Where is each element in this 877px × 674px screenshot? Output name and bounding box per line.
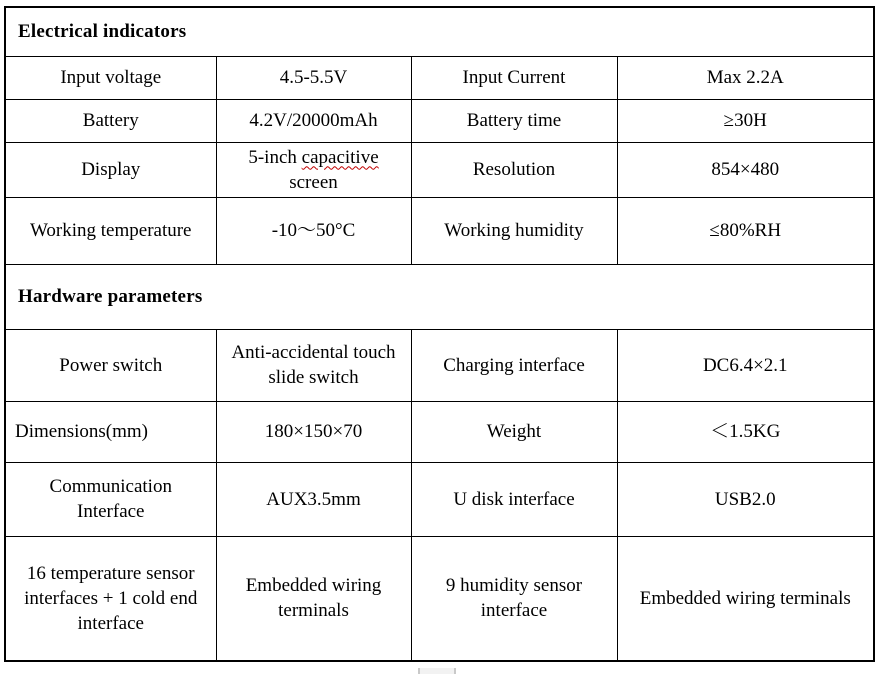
table-row	[5, 99, 874, 142]
spec-label: Dimensions(mm)	[5, 401, 216, 462]
spec-label: Communication Interface	[5, 462, 216, 536]
spec-label: Battery	[5, 99, 216, 142]
table-row	[5, 197, 874, 264]
display-value-post: screen	[289, 171, 338, 193]
table-row	[5, 536, 874, 661]
table-row	[5, 142, 874, 197]
spec-value: Embedded wiring terminals	[216, 536, 411, 661]
spec-value: 180×150×70	[216, 401, 411, 462]
cropped-element-below-table	[418, 668, 456, 674]
spec-label: Resolution	[411, 142, 617, 197]
spec-label: Power switch	[5, 329, 216, 401]
spec-value: 4.2V/20000mAh	[216, 99, 411, 142]
spec-value: Anti-accidental touch slide switch	[216, 329, 411, 401]
spec-label: Input voltage	[5, 56, 216, 99]
table-row	[5, 329, 874, 401]
spec-value	[216, 142, 411, 197]
section-title-electrical: Electrical indicators	[5, 7, 874, 56]
spec-value: -10～50°C	[216, 197, 411, 264]
spec-value: USB2.0	[617, 462, 874, 536]
table-row	[5, 56, 874, 99]
spec-value: ＜1.5KG	[617, 401, 874, 462]
spec-value: ≥30H	[617, 99, 874, 142]
spec-value: DC6.4×2.1	[617, 329, 874, 401]
spec-value: AUX3.5mm	[216, 462, 411, 536]
spec-table	[4, 6, 875, 662]
spec-label: 9 humidity sensor interface	[411, 536, 617, 661]
section-header-row-hardware	[5, 264, 874, 329]
spec-value: Embedded wiring terminals	[617, 536, 874, 661]
spec-value: ≤80%RH	[617, 197, 874, 264]
spec-label: Display	[5, 142, 216, 197]
spec-value: 4.5-5.5V	[216, 56, 411, 99]
table-row	[5, 462, 874, 536]
spec-value: Max 2.2A	[617, 56, 874, 99]
spec-label: 16 temperature sensor interfaces + 1 cold end interface	[5, 536, 216, 661]
spec-label: Working humidity	[411, 197, 617, 264]
spec-label: U disk interface	[411, 462, 617, 536]
spec-label: Weight	[411, 401, 617, 462]
spec-label: Battery time	[411, 99, 617, 142]
section-header-row-electrical	[5, 7, 874, 56]
spec-label: Working temperature	[5, 197, 216, 264]
display-value-pre: 5-inch	[248, 146, 297, 168]
spec-value: 854×480	[617, 142, 874, 197]
section-title-hardware: Hardware parameters	[5, 264, 874, 329]
display-value-misspelled-word: capacitive	[301, 146, 379, 168]
spec-label: Charging interface	[411, 329, 617, 401]
spec-label: Input Current	[411, 56, 617, 99]
table-row	[5, 401, 874, 462]
